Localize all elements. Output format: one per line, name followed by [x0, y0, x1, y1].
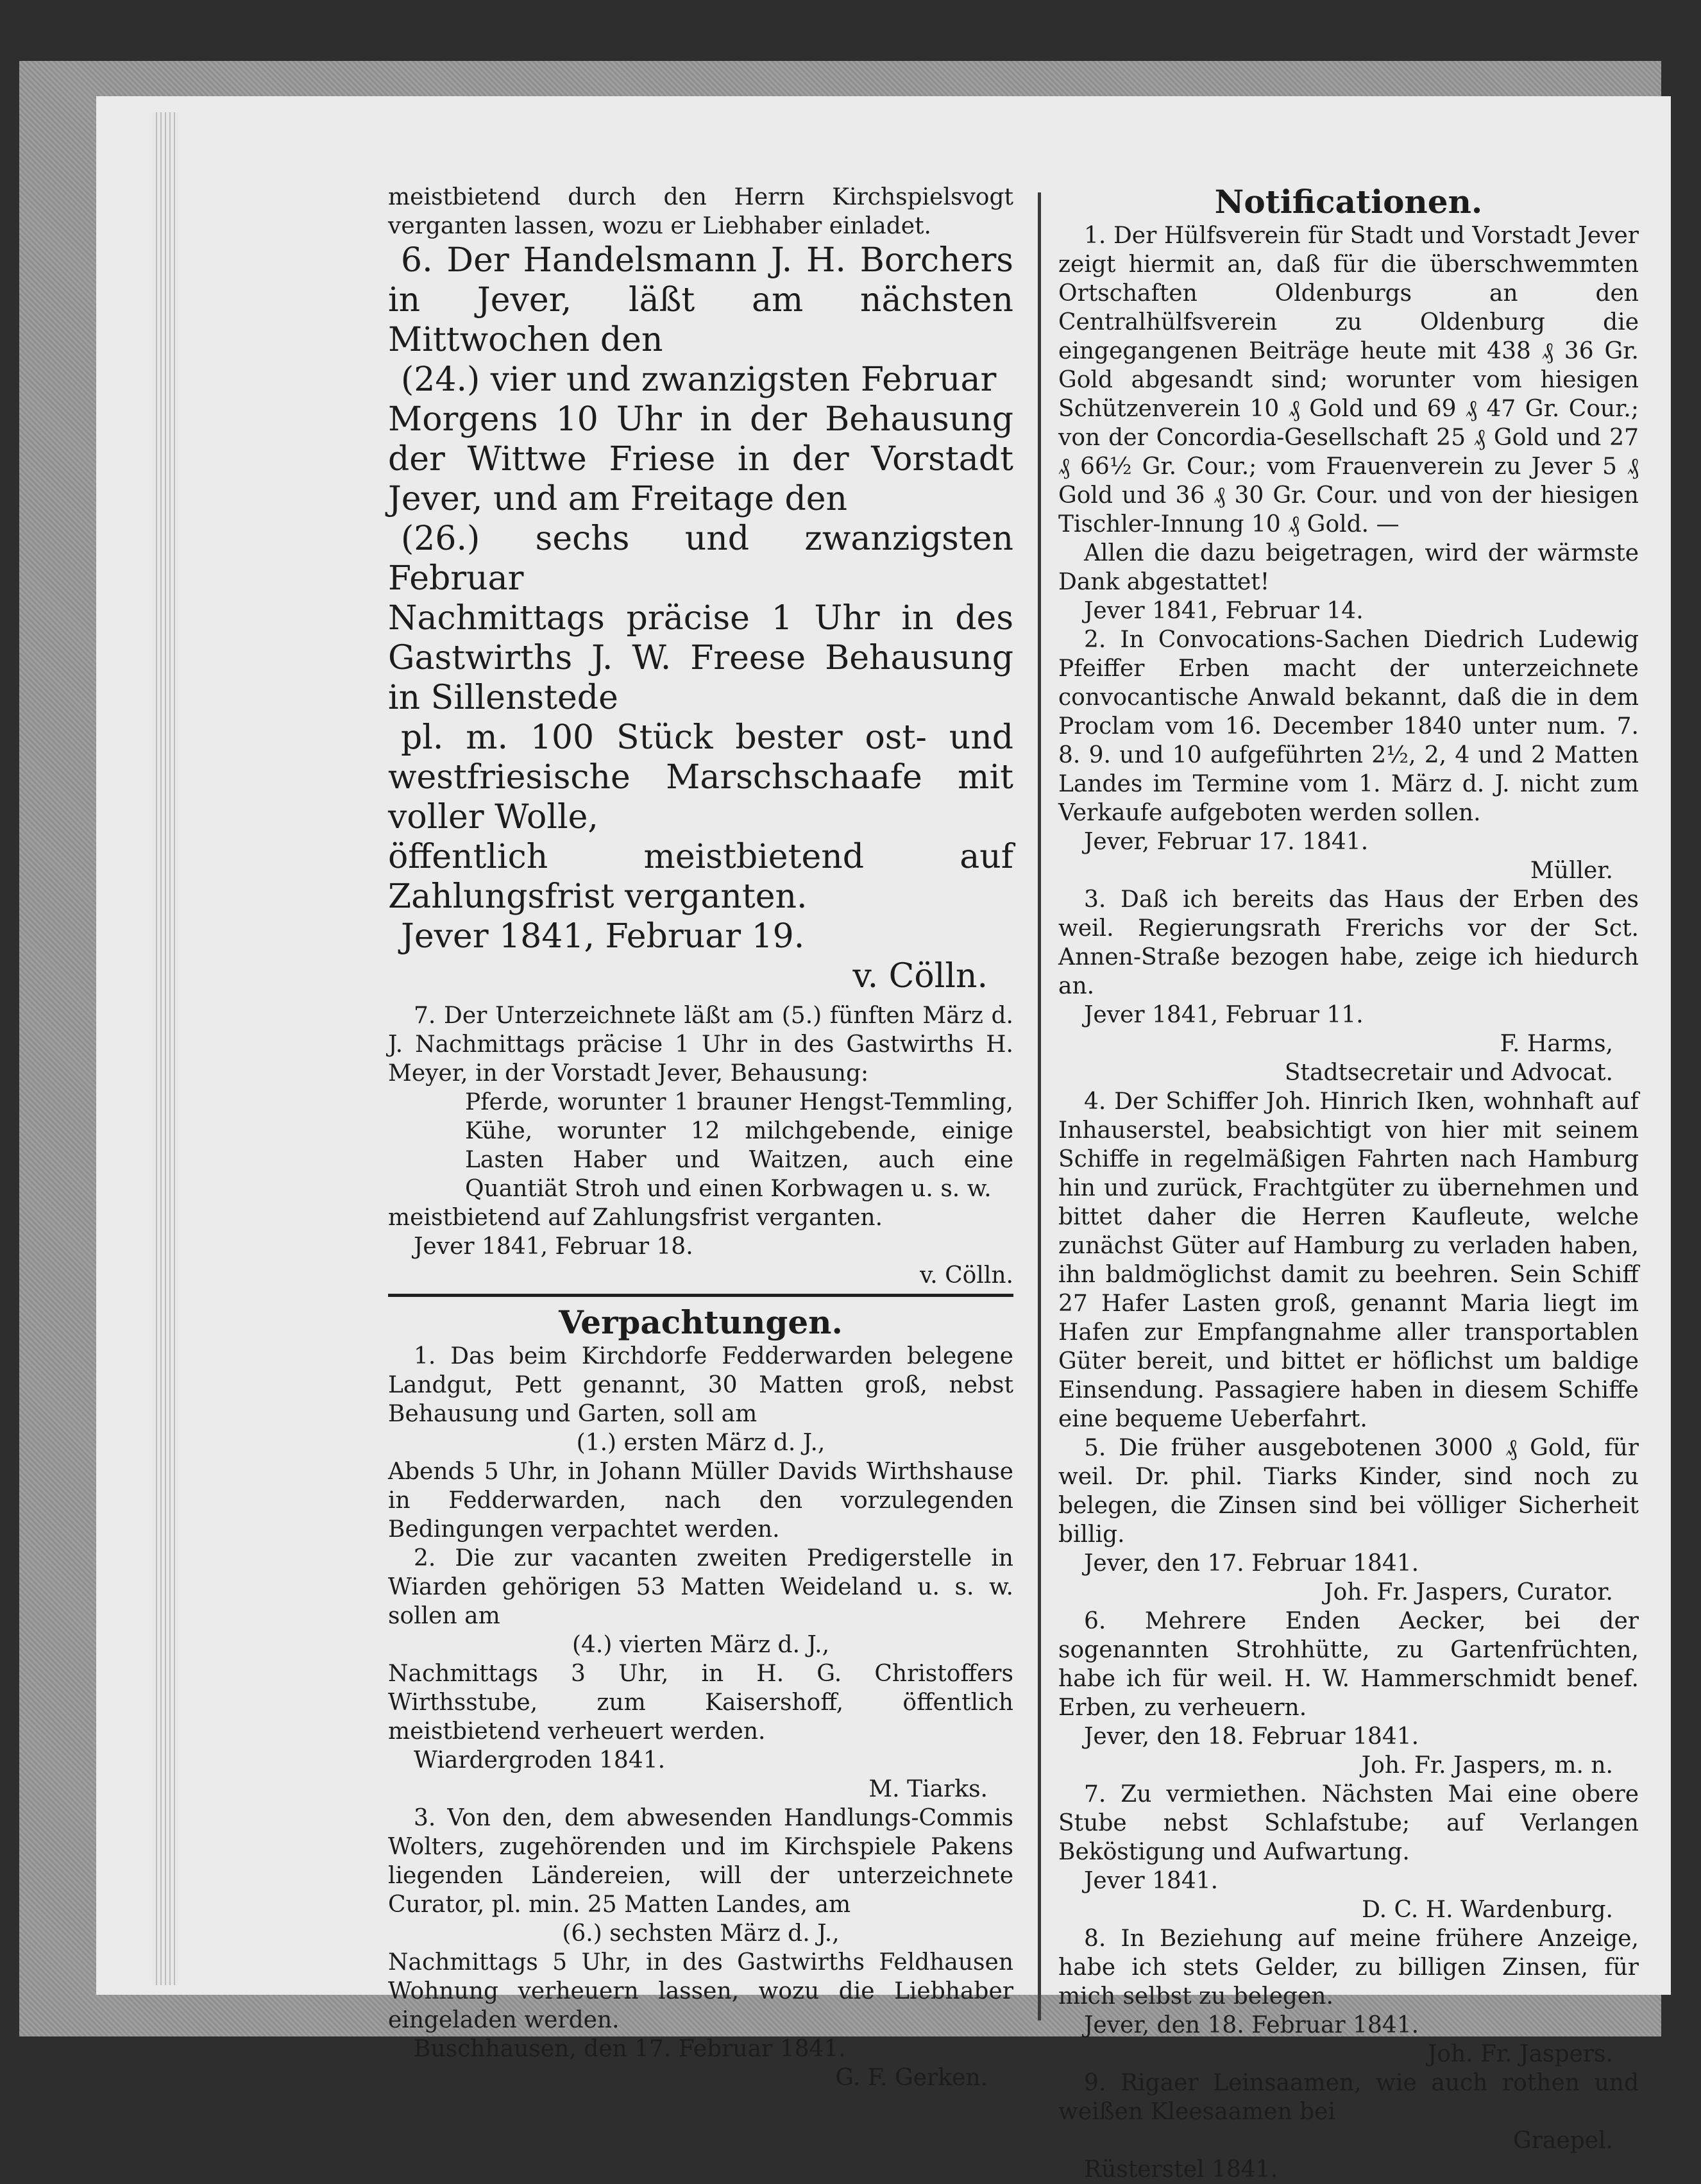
notice-6-text-1: 6. Der Handelsmann J. H. Borchers in Jever, läßt am nächsten Mittwochen den: [388, 241, 1013, 359]
notification-7-signature: D. C. H. Wardenburg.: [1362, 1897, 1613, 1923]
lease-3-text-1: 3. Von den, dem abwesenden Handlungs-Commis Wolters, zugehörenden und im Kirchspiele Pakens liegenden Ländereien, will der unterzeichnete Curator, pl. min. 25 Matten Landes, am: [388, 1805, 1013, 1918]
notification-3-place-date: Jever 1841, Februar 11.: [1084, 1002, 1364, 1028]
page-edge-stack: [153, 112, 178, 1985]
notification-4-text-1: 4. Der Schiffer Joh. Hinrich Iken, wohnhaft auf Inhauserstel, beabsichtigt von hier mit seinem Schiffe in regelmäßigen Fahrten nach Hamburg hin und zurück, Frachtgüter zu übernehmen und bittet daher die Herren Kaufleute, welche zunächst Güter auf Hamburg zu verladen haben, ihn baldmöglichst damit zu beehren. Sein Schiff 27 Hafer Lasten groß, genannt Maria liegt im Hafen zur Empfangnahme aller transportablen Güter bereit, und bittet er höflichst um baldige Einsendung. Passagiere haben in diesem Schiffe eine bequeme Ueberfahrt.: [1058, 1088, 1639, 1432]
notice-7-text-2: meistbietend auf Zahlungsfrist verganten.: [388, 1205, 883, 1231]
notification-9-signature: Graepel.: [1512, 2128, 1613, 2154]
lease-3-date: (6.) sechsten März d. J.,: [562, 1920, 840, 1947]
notification-6-signature: Joh. Fr. Jaspers, m. n.: [1361, 1752, 1613, 1779]
notice-6: [388, 241, 1013, 996]
section-title-verpachtungen: Verpachtungen.: [559, 1303, 843, 1341]
notification-8-text-1: 8. In Beziehung auf meine frühere Anzeige, habe ich stets Gelder, zu billigen Zinsen, für mich selbst zu belegen.: [1058, 1926, 1639, 2010]
notice-6-date-1: (24.) vier und zwanzigsten Februar: [401, 360, 997, 399]
notification-7-place-date: Jever 1841.: [1084, 1868, 1219, 1894]
notice-7-item-list: Pferde, worunter 1 brauner Hengst-Temmling, Kühe, worunter 12 milchgebende, einige Lasten Haber und Waitzen, auch eine Quantiät Stroh und einen Korbwagen u. s. w.: [465, 1089, 1013, 1202]
notice-7-text-1: 7. Der Unterzeichnete läßt am (5.) fünften März d. J. Nachmittags präcise 1 Uhr in des Gastwirths H. Meyer, in der Vorstadt Jever, Behausung:: [388, 1003, 1013, 1087]
lease-3-place-date: Buschhausen, den 17. Februar 1841.: [414, 2036, 846, 2062]
notification-2: [1058, 625, 1639, 885]
notification-8-signature: Joh. Fr. Jaspers.: [1427, 2041, 1613, 2067]
notification-5-text-1: 5. Die früher ausgebotenen 3000 ₰ Gold, für weil. Dr. phil. Tiarks Kinder, sind noch zu belegen, die Zinsen sind bei völliger Sicherheit billig.: [1058, 1435, 1639, 1548]
notification-6-text-1: 6. Mehrere Enden Aecker, bei der sogenannten Strohhütte, zu Gartenfrüchten, habe ich für weil. H. W. Hammerschmidt benef. Erben, zu verheuern.: [1058, 1608, 1639, 1721]
notification-4: [1058, 1087, 1639, 1434]
lease-3-signature: G. F. Gerken.: [835, 2065, 988, 2091]
lease-2-place-date: Wiardergroden 1841.: [414, 1747, 666, 1773]
notification-1: [1058, 221, 1639, 625]
lease-2: [388, 1544, 1013, 1804]
notice-6-date-2: (26.) sechs und zwanzigsten Februar: [388, 520, 1013, 598]
notice-6-signature: v. Cölln.: [852, 957, 988, 995]
notice-7: [388, 1001, 1013, 1290]
lease-3-text-2: Nachmittags 5 Uhr, in des Gastwirths Feldhausen Wohnung verheuern lassen, wozu die Liebhaber eingeladen werden.: [388, 1949, 1013, 2033]
notice-6-place-date: Jever 1841, Februar 19.: [401, 917, 805, 956]
notification-1-place-date: Jever 1841, Februar 14.: [1084, 598, 1364, 624]
left-column: [388, 183, 1013, 2092]
lease-2-signature: M. Tiarks.: [868, 1776, 988, 1802]
column-divider: [1038, 192, 1041, 2020]
notification-6: [1058, 1607, 1639, 1780]
section-title-notificationen: Notificationen.: [1214, 183, 1483, 221]
notification-7-text-1: 7. Zu vermiethen. Nächsten Mai eine obere Stube nebst Schlafstube; auf Verlangen Beköstigung und Aufwartung.: [1058, 1781, 1639, 1865]
notification-9-place-date: Rüsterstel 1841.: [1084, 2156, 1278, 2183]
notice-6-text-4: pl. m. 100 Stück bester ost- und westfriesische Marschschaafe mit voller Wolle,: [388, 718, 1013, 836]
section-rule: [388, 1294, 1013, 1297]
notification-9-text-1: 9. Rigaer Leinsaamen, wie auch rothen und weißen Kleesaamen bei: [1058, 2070, 1639, 2125]
notification-1-text-1: 1. Der Hülfsverein für Stadt und Vorstadt Jever zeigt hiermit an, daß für die überschwemmten Ortschaften Oldenburgs an den Centralhülfsverein zu Oldenburg die eingegangenen Beiträge heute mit 438 ₰ 36 Gr. Gold abgesandt sind; worunter vom hiesigen Schützenverein 10 ₰ Gold und 69 ₰ 47 Gr. Cour.; von der Concordia-Gesellschaft 25 ₰ Gold und 27 ₰ 66½ Gr. Cour.; vom Frauenverein zu Jever 5 ₰ Gold und 36 ₰ 30 Gr. Cour. und von der hiesigen Tischler-Innung 10 ₰ Gold. —: [1058, 223, 1639, 538]
lease-3: [388, 1804, 1013, 2092]
notification-5-signature: Joh. Fr. Jaspers, Curator.: [1324, 1579, 1613, 1605]
notice-6-text-2: Morgens 10 Uhr in der Behausung der Wittwe Friese in der Vorstadt Jever, und am Freitage den: [388, 400, 1013, 518]
notification-3-title: Stadtsecretair und Advocat.: [1284, 1060, 1613, 1086]
lease-1-text-1: 1. Das beim Kirchdorfe Fedderwarden belegene Landgut, Pett genannt, 30 Matten groß, nebst Behausung und Garten, soll am: [388, 1343, 1013, 1427]
notice-7-signature: v. Cölln.: [920, 1262, 1013, 1289]
notification-5-place-date: Jever, den 17. Februar 1841.: [1084, 1550, 1419, 1577]
notification-2-signature: Müller.: [1530, 858, 1613, 884]
right-column: [1058, 183, 1639, 2184]
notification-2-text-1: 2. In Convocations-Sachen Diedrich Ludewig Pfeiffer Erben macht der unterzeichnete convocantische Anwald bekannt, daß die in dem Proclam vom 16. December 1840 unter num. 7. 8. 9. und 10 aufgeführten 2½, 2, 4 und 2 Matten Landes im Termine vom 1. März d. J. nicht zum Verkaufe aufgeboten werden sollen.: [1058, 627, 1639, 826]
notification-8-place-date: Jever, den 18. Februar 1841.: [1084, 2012, 1419, 2038]
notice-7-place-date: Jever 1841, Februar 18.: [414, 1233, 693, 1260]
intro-paragraph: meistbietend durch den Herrn Kirchspielsvogt verganten lassen, wozu er Liebhaber einladet.: [388, 184, 1013, 239]
notification-7: [1058, 1780, 1639, 1924]
notification-2-place-date: Jever, Februar 17. 1841.: [1084, 829, 1369, 855]
notification-6-place-date: Jever, den 18. Februar 1841.: [1084, 1723, 1419, 1750]
notification-3: [1058, 885, 1639, 1087]
notification-5: [1058, 1434, 1639, 1607]
lease-1-date: (1.) ersten März d. J.,: [576, 1430, 825, 1456]
notification-1-text-2: Allen die dazu beigetragen, wird der wärmste Dank abgestattet!: [1058, 540, 1639, 595]
notification-3-signature: F. Harms,: [1500, 1031, 1613, 1057]
lease-2-date: (4.) vierten März d. J.,: [571, 1632, 830, 1658]
notification-3-text-1: 3. Daß ich bereits das Haus der Erben des weil. Regierungsrath Frerichs vor der Sct. Annen-Straße bezogen habe, zeige ich hiedurch an.: [1058, 886, 1639, 999]
notice-6-text-3: Nachmittags präcise 1 Uhr in des Gastwirths J. W. Freese Behausung in Sillenstede: [388, 599, 1013, 717]
lease-1: [388, 1342, 1013, 1544]
lease-1-text-2: Abends 5 Uhr, in Johann Müller Davids Wirthshause in Fedderwarden, nach den vorzulegenden Bedingungen verpachtet werden.: [388, 1459, 1013, 1543]
lease-2-text-1: 2. Die zur vacanten zweiten Predigerstelle in Wiarden gehörigen 53 Matten Weideland u. s. w. sollen am: [388, 1545, 1013, 1629]
notification-8: [1058, 1924, 1639, 2069]
notice-6-text-5: öffentlich meistbietend auf Zahlungsfrist verganten.: [388, 838, 1013, 916]
notification-9: [1058, 2069, 1639, 2184]
lease-2-text-2: Nachmittags 3 Uhr, in H. G. Christoffers Wirthsstube, zum Kaisershoff, öffentlich meistbietend verheuert werden.: [388, 1661, 1013, 1745]
